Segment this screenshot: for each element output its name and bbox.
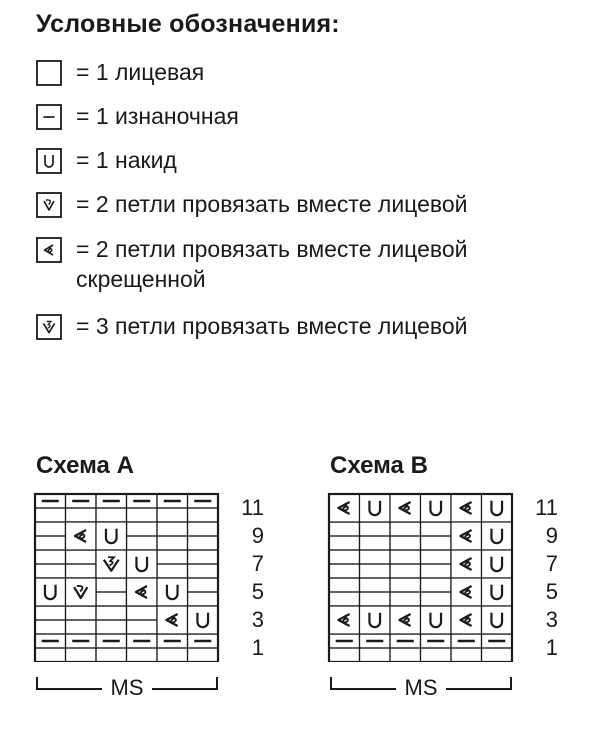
scheme-b-ms-label: MS (404, 675, 438, 700)
chart-cell (35, 550, 66, 564)
legend-symbol-box (36, 314, 62, 340)
chart-cell (390, 522, 421, 536)
chart-cell (421, 592, 452, 606)
chart-cell (421, 578, 452, 592)
chart-cell (157, 648, 188, 662)
chart-cell (390, 536, 421, 550)
chart-cell (390, 592, 421, 606)
legend-item-yo (36, 148, 596, 175)
chart-cell (451, 648, 482, 662)
chart-cell (35, 620, 66, 634)
chart-cell-double (360, 606, 391, 634)
chart-cell (390, 578, 421, 592)
chart-cell (35, 508, 66, 522)
chart-cell (329, 550, 360, 564)
chart-cell-double (35, 578, 66, 606)
chart-cell (157, 550, 188, 564)
chart-cell (96, 606, 127, 620)
legend-symbol-box (36, 104, 62, 130)
legend-symbol-box (36, 148, 62, 174)
chart-cell (127, 536, 158, 550)
yo-symbol-icon (36, 148, 62, 174)
scheme-a-title: Схема А (36, 452, 134, 479)
scheme-b-row-numbers (514, 494, 558, 662)
row-number: 11 (241, 495, 264, 520)
chart-cell (188, 550, 219, 564)
legend-symbol-box (36, 60, 62, 86)
chart-cell (66, 508, 97, 522)
chart-cell (35, 648, 66, 662)
yo-glyph-icon (45, 155, 53, 167)
chart-cell (35, 606, 66, 620)
chart-cell-double (482, 522, 513, 550)
row-number: 1 (545, 635, 558, 660)
legend-equals: = (76, 313, 96, 339)
legend-description: 2 петли провязать вместе лицевой (95, 236, 468, 262)
legend-equals: = (76, 236, 96, 262)
chart-cell (188, 564, 219, 578)
chart-cell (360, 522, 391, 536)
chart-cell (157, 564, 188, 578)
chart-cell (127, 522, 158, 536)
chart-cell (421, 522, 452, 536)
chart-cell-double (482, 550, 513, 578)
row-number: 7 (251, 551, 264, 576)
chart-cell (188, 578, 219, 592)
k3tog-symbol-icon (36, 314, 62, 340)
legend-item-dash (36, 104, 596, 131)
chart-cell (66, 550, 97, 564)
chart-cell (188, 522, 219, 536)
chart-cell-double (482, 578, 513, 606)
chart-cell (482, 648, 513, 662)
scheme-a-grid (33, 492, 225, 662)
chart-cell (188, 508, 219, 522)
chart-cell (329, 592, 360, 606)
legend-description: 3 петли провязать вместе лицевой (95, 313, 468, 339)
k2tog_tbl-symbol-icon (36, 237, 62, 263)
legend-item-empty (36, 60, 596, 87)
scheme-a-row-numbers (220, 494, 264, 662)
chart-cell (66, 620, 97, 634)
legend-title: Условные обозначения: (36, 10, 340, 38)
scheme-a-ms-label: MS (110, 675, 144, 700)
scheme-b-grid (327, 492, 519, 662)
chart-cell (66, 564, 97, 578)
chart-cell-double (96, 522, 127, 550)
chart-cell (127, 620, 158, 634)
chart-cell-double (157, 578, 188, 606)
row-number: 3 (251, 607, 264, 632)
chart-cell (35, 522, 66, 536)
legend-equals: = (76, 191, 96, 217)
legend-equals: = (76, 103, 96, 129)
row-number: 1 (251, 635, 264, 660)
chart-cell (390, 550, 421, 564)
chart-cell (421, 564, 452, 578)
scheme-a-repeat (36, 677, 218, 701)
chart-cell (35, 564, 66, 578)
chart-cell-double (360, 494, 391, 522)
chart-cell (390, 564, 421, 578)
chart-cell (188, 536, 219, 550)
scheme-b-title: Схема В (330, 452, 428, 479)
chart-cell (96, 508, 127, 522)
chart-cell (96, 592, 127, 606)
k2tog_tbl-glyph-icon (45, 245, 53, 255)
chart-cell (66, 648, 97, 662)
chart-cell (421, 536, 452, 550)
chart-cell (66, 606, 97, 620)
chart-cell-double (421, 606, 452, 634)
chart-cell (188, 592, 219, 606)
chart-cell (157, 522, 188, 536)
k2tog-glyph-icon (44, 200, 54, 210)
legend-description: 1 лицевая (95, 59, 205, 85)
legend-text (76, 57, 204, 87)
chart-cell (96, 620, 127, 634)
chart-cell-double (482, 606, 513, 634)
chart-cell (329, 564, 360, 578)
legend-text (76, 101, 239, 131)
chart-cell (96, 578, 127, 592)
chart-cell (360, 578, 391, 592)
chart-cell (329, 536, 360, 550)
row-number: 9 (251, 523, 264, 548)
legend-text (76, 311, 467, 341)
chart-cell (329, 648, 360, 662)
legend-description: 2 петли провязать вместе лицевой (95, 191, 468, 217)
chart-cell (360, 564, 391, 578)
legend-description: 1 изнаночная (95, 103, 239, 129)
legend-text (76, 145, 177, 175)
chart-cell (35, 536, 66, 550)
row-number: 11 (535, 495, 558, 520)
row-number: 9 (545, 523, 558, 548)
legend-item-k3tog (36, 314, 596, 341)
chart-cell-double (421, 494, 452, 522)
legend-description-line2: скрещенной (76, 266, 206, 292)
row-number: 7 (545, 551, 558, 576)
legend-item-k2tog (36, 192, 596, 219)
chart-cell (421, 550, 452, 564)
legend-text (76, 234, 467, 294)
chart-cell (188, 648, 219, 662)
legend-description: 1 накид (95, 147, 177, 173)
chart-cell (127, 648, 158, 662)
legend-text (76, 189, 467, 219)
dash-symbol-icon (36, 104, 62, 130)
chart-cell (127, 508, 158, 522)
chart-cell (360, 648, 391, 662)
legend-symbol-box (36, 192, 62, 218)
chart-cell (390, 648, 421, 662)
chart-cell (360, 592, 391, 606)
chart-cell (96, 648, 127, 662)
legend (36, 60, 596, 358)
chart-cell (421, 648, 452, 662)
legend-item-k2tog_tbl (36, 237, 596, 294)
chart-cell-double (482, 494, 513, 522)
chart-cell (360, 536, 391, 550)
chart-cell (329, 522, 360, 536)
empty-symbol-icon (36, 60, 62, 86)
legend-symbol-box (36, 237, 62, 263)
chart-cell-double (188, 606, 219, 634)
chart-cell (329, 578, 360, 592)
legend-equals: = (76, 147, 96, 173)
scheme-b-repeat (330, 677, 512, 701)
legend-equals: = (76, 59, 96, 85)
chart-cell (360, 550, 391, 564)
chart-cell (127, 606, 158, 620)
chart-cell (157, 508, 188, 522)
row-number: 5 (251, 579, 264, 604)
row-number: 3 (545, 607, 558, 632)
chart-cell (157, 536, 188, 550)
row-number: 5 (545, 579, 558, 604)
chart-cell-double (127, 550, 158, 578)
k2tog-symbol-icon (36, 192, 62, 218)
k3tog-glyph-icon (43, 321, 54, 332)
